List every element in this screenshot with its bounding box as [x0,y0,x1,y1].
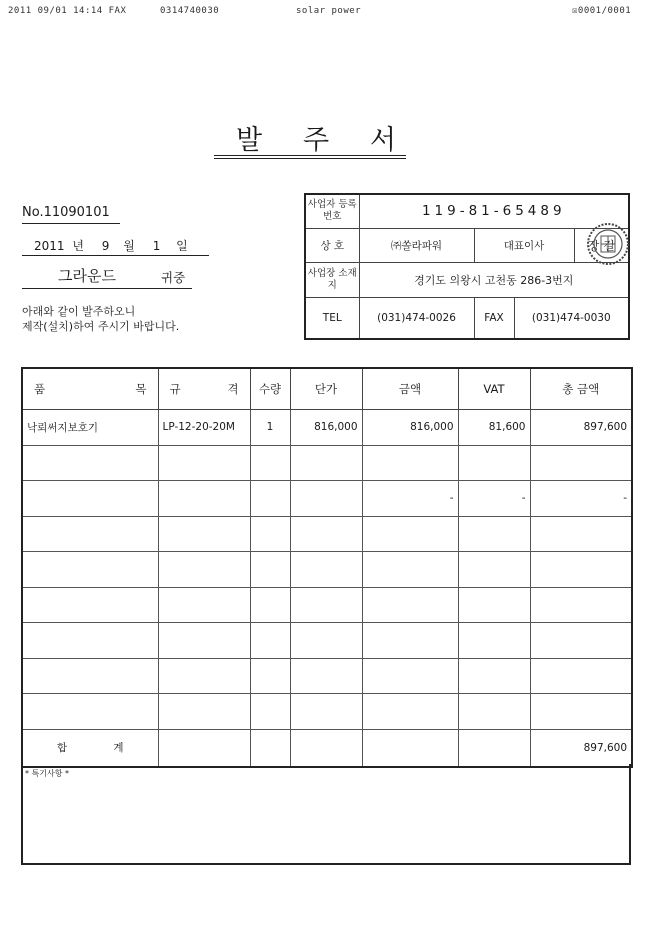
cell-spec [158,552,250,588]
cell-item [22,587,158,623]
col-header-vat: VAT [458,368,530,410]
tel-label: TEL [305,297,359,339]
cell-spec [158,658,250,694]
company-seal-stamp [586,222,630,266]
table-header-row [22,368,632,410]
reg-no-value: 119-81-65489 [359,194,629,228]
fax-value: (031)474-0030 [514,297,629,339]
recipient-underline [22,288,192,289]
cell-total [530,552,632,588]
table-row [22,552,632,588]
table-row [22,410,632,446]
cell-total [530,623,632,659]
order-message-line1: 아래와 같이 발주하오니 [22,305,136,318]
title-char: 발 [236,125,263,156]
cell-total [530,587,632,623]
representative-value: 장 길 [574,228,629,262]
company-name-label: 상 호 [305,228,359,262]
cell-amount [362,658,458,694]
title-underline [214,158,406,159]
cell-unit-price [290,445,362,481]
cell-item [22,552,158,588]
cell-total [530,516,632,552]
cell-total [530,694,632,730]
cell-qty [250,694,290,730]
cell-qty [250,623,290,659]
order-message-line2: 제작(설치)하여 주시기 바랍니다. [22,320,180,333]
cell-qty [250,481,290,517]
sum-total: 897,600 [530,729,632,767]
order-number-underline [22,223,120,224]
cell-spec [158,623,250,659]
col-header-unit-price: 단가 [290,368,362,410]
cell-vat [458,445,530,481]
table-row [22,516,632,552]
table-row [22,481,632,517]
cell-spec [158,481,250,517]
recipient-name: 그라운드 [58,267,116,285]
cell-unit-price [290,516,362,552]
cell-total [530,445,632,481]
recipient-honorific: 귀중 [161,270,186,285]
cell-vat [458,516,530,552]
table-row [22,587,632,623]
cell-item [22,481,158,517]
col-header-total: 총 금액 [530,368,632,410]
title-char: 주 [302,125,330,156]
address-label: 사업장 소재지 [305,263,359,297]
col-header-spec: 규 격 [158,368,250,410]
col-header-qty: 수량 [250,368,290,410]
cell-unit-price [290,694,362,730]
order-date: 2011 년 9 월 1 일 [34,239,188,253]
cell-unit-price [290,552,362,588]
col-header-item: 품 목 [22,368,158,410]
cell-amount [362,516,458,552]
company-name-value: ㈜쏠라파워 [359,228,474,262]
cell-spec [158,587,250,623]
title-char: 서 [369,125,396,156]
cell-qty [250,516,290,552]
table-row [22,623,632,659]
order-date-underline [22,255,209,256]
title-underline [214,155,406,156]
cell-item [22,658,158,694]
cell-amount: - [362,481,458,517]
cell-unit-price [290,658,362,694]
cell-vat [458,623,530,659]
fax-page-icon: ☒ [572,6,578,16]
order-number: No.11090101 [22,205,110,220]
cell-item [22,445,158,481]
cell-unit-price [290,481,362,517]
cell-amount [362,694,458,730]
sum-row [22,729,632,767]
table-row [22,694,632,730]
cell-item [22,516,158,552]
cell-spec [158,445,250,481]
cell-spec: LP-12-20-20M [158,410,250,446]
cell-amount [362,587,458,623]
address-value: 경기도 의왕시 고천동 286-3번지 [359,263,629,297]
special-notes-label: * 특기사항 * [25,769,69,778]
cell-amount [362,445,458,481]
cell-unit-price: 816,000 [290,410,362,446]
cell-vat: - [458,481,530,517]
document-title [214,118,406,158]
cell-vat [458,694,530,730]
cell-unit-price [290,623,362,659]
cell-total [530,658,632,694]
order-items-table [21,367,633,768]
cell-vat: 81,600 [458,410,530,446]
table-row [22,658,632,694]
fax-header-sender: solar power [296,6,362,16]
cell-spec [158,516,250,552]
cell-total: - [530,481,632,517]
cell-item [22,623,158,659]
cell-amount: 816,000 [362,410,458,446]
cell-item [22,694,158,730]
cell-qty [250,552,290,588]
cell-vat [458,552,530,588]
table-row [22,445,632,481]
cell-qty [250,445,290,481]
cell-spec [158,694,250,730]
sum-label: 합 계 [22,729,158,767]
cell-qty: 1 [250,410,290,446]
supplier-info-table [304,193,630,340]
reg-no-label: 사업자 등록번호 [305,194,359,228]
fax-header-number: 0314740030 [160,6,220,16]
cell-qty [250,658,290,694]
tel-value: (031)474-0026 [359,297,474,339]
fax-header-datetime: 2011 09/01 14:14 FAX [8,6,127,16]
fax-label: FAX [474,297,514,339]
cell-total: 897,600 [530,410,632,446]
special-notes-box [21,764,631,865]
representative-label: 대표이사 [474,228,574,262]
cell-amount [362,552,458,588]
cell-vat [458,587,530,623]
cell-amount [362,623,458,659]
cell-vat [458,658,530,694]
cell-unit-price [290,587,362,623]
col-header-amount: 금액 [362,368,458,410]
fax-header-page: ☒0001/0001 [572,6,632,16]
cell-item: 낙뢰써지보호기 [22,410,158,446]
cell-qty [250,587,290,623]
